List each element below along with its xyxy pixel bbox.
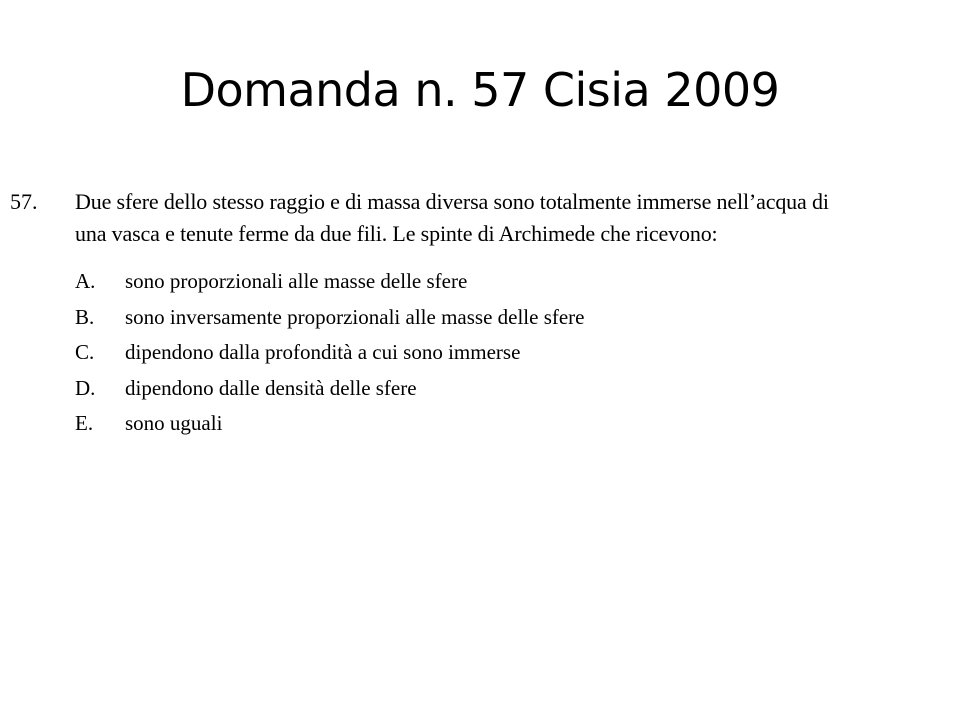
option-text: sono uguali [125,411,223,435]
answer-option-b [75,302,935,338]
option-text: dipendono dalle densità delle sfere [125,375,417,400]
question-number: 57. [10,189,38,214]
option-letter: C. [75,340,95,364]
question-text-line-1: Due sfere dello stesso raggio e di massa diversa sono totalmente immerse nell’acqua di [75,189,829,214]
answer-option-c [75,337,935,373]
question-text-line-2: una vasca e tenute ferme da due fili. Le spinte di Archimede che ricevono: [75,221,718,246]
answer-options [75,266,935,444]
question-block [0,186,960,446]
answer-option-e [75,408,935,444]
option-letter: D. [75,375,96,400]
question-text [75,186,960,250]
option-letter: E. [75,411,94,435]
option-text: sono proporzionali alle masse delle sfere [125,269,468,293]
option-text: sono inversamente proporzionali alle masse delle sfere [125,304,585,329]
answer-option-d [75,373,935,409]
option-letter: B. [75,304,95,329]
slide-title: Domanda n. 57 Cisia 2009 [180,63,780,117]
answer-option-a [75,266,935,302]
option-letter: A. [75,269,96,293]
option-text: dipendono dalla profondità a cui sono immerse [125,340,521,364]
